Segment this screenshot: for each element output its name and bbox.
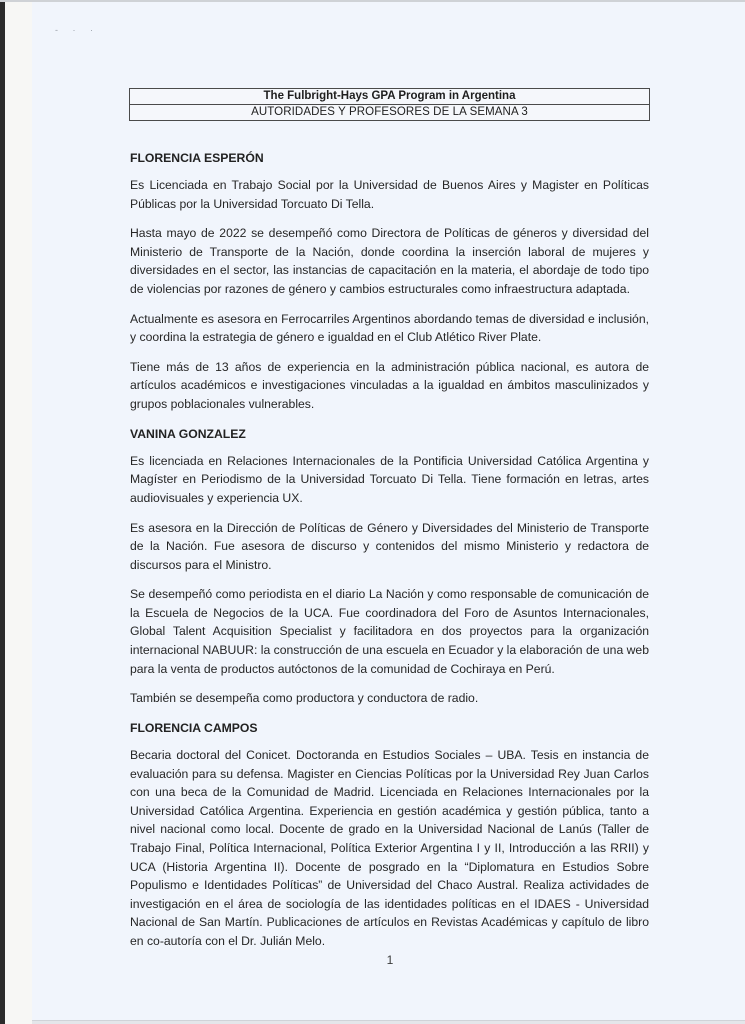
scan-bottom-edge xyxy=(32,1020,745,1024)
bio-paragraph: Becaria doctoral del Conicet. Doctoranda en Estudios Sociales – UBA. Tesis en instancia de evaluación para su defensa. Magister en Ciencias Políticas por la Universidad Rey Juan Carlos con una beca de la Comunidad de Madrid. Licenciada en Relaciones Internacionales por la Universidad Católica Argentina. Experiencia en gestión académica y gestión pública, tanto a nivel nacional como local. Docente de grado en la Universidad Nacional de Lanús (Taller de Trabajo Final, Política Internacional, Política Exterior Argentina I y II, Introducción a las RRII) y UCA (Historia Argentina II). Docente de posgrado en la “Diplomatura en Estudios Sobre Populismo e Identidades Políticas” de Universidad del Chaco Austral. Realiza actividades de investigación en el área de sociología de las identidades políticas en el IDAES - Universidad Nacional de San Martín. Publicaciones de artículos en Revistas Académicas y capítulo de libro en co-autoría con el Dr. Julián Melo. xyxy=(130,747,649,948)
bio-paragraph: Es licenciada en Relaciones Internacionales de la Pontificia Universidad Católica Argentina y Magíster en Periodismo de la Universidad Torcuato Di Tella. Tiene formación en letras, artes audiovisuales y experiencia UX. xyxy=(130,453,649,505)
page-number: 1 xyxy=(386,953,394,967)
bio-paragraph: Es Licenciada en Trabajo Social por la Universidad de Buenos Aires y Magister en Políticas Públicas por la Universidad Torcuato Di Tella. xyxy=(130,178,649,211)
document-subtitle: AUTORIDADES Y PROFESORES DE LA SEMANA 3 xyxy=(130,104,649,120)
bio-paragraph: Tiene más de 13 años de experiencia en la administración pública nacional, es autora de artículos académicos e investigaciones vinculadas a la igualdad en ámbitos masculinizados y grupos poblacionales vulnerables. xyxy=(130,359,649,412)
bio-paragraph: Se desempeñó como periodista en el diario La Nación y como responsable de comunicación de la Escuela de Negocios de la UCA. Fue coordinadora del Foro de Asuntos Internacionales, Global Talent Acquisition Specialist y facilitadora en dos proyectos para la organización internacional NABUUR: la construcción de una escuela en Ecuador y la elaboración de una web para la venta de productos autóctonos de la comunidad de Cochiraya en Perú. xyxy=(130,587,649,676)
profile-section xyxy=(130,719,649,951)
bio-paragraph: Es asesora en la Dirección de Políticas de Género y Diversidades del Ministerio de Transporte de la Nación. Fue asesora de discurso y contenidos del mismo Ministerio y redactora de discursos para el Ministro. xyxy=(130,520,649,572)
bio-paragraph: Hasta mayo de 2022 se desempeñó como Directora de Políticas de géneros y diversidad del Ministerio de Transporte de la Nación, donde coordina la inserción laboral de mujeres y diversidades en el sector, las instancias de capacitación en la materia, el abordaje de todo tipo de violencias por razones de género y cambios estructurales como infraestructura adaptada. xyxy=(130,226,649,297)
person-name: FLORENCIA CAMPOS xyxy=(130,720,258,735)
document-title: The Fulbright-Hays GPA Program in Argentina xyxy=(263,90,516,102)
bio-paragraph: También se desempeña como productora y conductora de radio. xyxy=(130,691,479,706)
person-name: FLORENCIA ESPERÓN xyxy=(130,151,264,165)
scan-border-light xyxy=(5,0,32,1024)
bio-paragraph: Actualmente es asesora en Ferrocarriles Argentinos abordando temas de diversidad e inclusión, y coordina la estrategia de género e igualdad en el Club Atlético River Plate. xyxy=(130,311,649,345)
profile-section xyxy=(130,149,649,414)
document-header-box xyxy=(129,88,650,121)
person-name: VANINA GONZALEZ xyxy=(130,426,246,441)
profile-section xyxy=(130,425,649,708)
document-body xyxy=(130,149,649,961)
scan-specks: - · · xyxy=(55,25,99,35)
